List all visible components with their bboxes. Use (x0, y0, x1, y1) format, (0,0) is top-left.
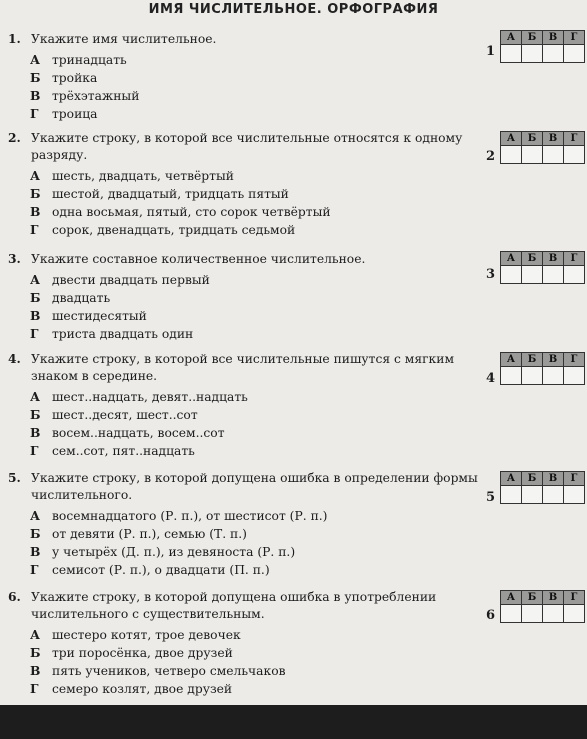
option-letter: Б (30, 526, 41, 541)
option-text: пять учеников, четверо смельчаков (52, 664, 286, 678)
option-letter: Г (30, 222, 39, 237)
answer-cell-v[interactable] (543, 605, 564, 623)
question-3 (8, 250, 478, 343)
option-letter: В (30, 544, 41, 559)
question-1 (8, 30, 478, 123)
question-5 (8, 469, 478, 579)
answer-grid (500, 471, 585, 504)
option-text: шест..десят, шест..сот (52, 408, 198, 422)
option-text: у четырёх (Д. п.), из девяноста (Р. п.) (52, 545, 296, 559)
answer-box-3 (483, 251, 587, 291)
option-g (8, 680, 478, 698)
answer-letter: В (543, 472, 564, 486)
option-letter: Б (30, 407, 41, 422)
options-list (8, 51, 478, 123)
option-letter: Г (30, 681, 39, 696)
question-4 (8, 350, 478, 460)
answer-cell-v[interactable] (543, 266, 564, 284)
answer-letter: Б (522, 132, 543, 146)
answer-cell-g[interactable] (564, 146, 585, 164)
answer-cell-a[interactable] (501, 486, 522, 504)
option-text: триста двадцать один (52, 327, 194, 341)
answer-cell-a[interactable] (501, 266, 522, 284)
answer-box-6 (483, 590, 587, 630)
option-v (8, 662, 478, 680)
question-number: 5. (8, 470, 21, 485)
option-letter: Г (30, 443, 39, 458)
option-text: семеро козлят, двое друзей (52, 682, 233, 696)
answer-cell-v[interactable] (543, 486, 564, 504)
question-text: Укажите строку, в которой допущена ошибка в определении формы числительного. (31, 471, 478, 502)
option-a (8, 51, 478, 69)
answer-box-2 (483, 131, 587, 171)
option-text: шест..надцать, девят..надцать (52, 390, 248, 404)
option-v (8, 424, 478, 442)
option-letter: А (30, 52, 41, 67)
answer-box-1 (483, 30, 587, 70)
answer-cell-b[interactable] (522, 45, 543, 63)
options-list (8, 626, 478, 698)
answer-letter: А (501, 353, 522, 367)
option-letter: В (30, 663, 41, 678)
option-v (8, 87, 478, 105)
options-list (8, 388, 478, 460)
question-6 (8, 588, 478, 698)
option-text: три поросёнка, двое друзей (52, 646, 233, 660)
answer-letter: А (501, 591, 522, 605)
option-a (8, 167, 478, 185)
answer-number: 5 (485, 490, 495, 505)
answer-box-4 (483, 352, 587, 392)
answer-number: 3 (485, 267, 495, 282)
answer-letter: В (543, 591, 564, 605)
option-v (8, 307, 478, 325)
answer-letter: А (501, 252, 522, 266)
option-letter: В (30, 88, 41, 103)
option-text: восем..надцать, восем..сот (52, 426, 225, 440)
option-letter: Г (30, 326, 39, 341)
answer-number: 6 (485, 608, 495, 623)
answer-cell-g[interactable] (564, 45, 585, 63)
option-letter: Г (30, 106, 39, 121)
question-text: Укажите имя числительное. (31, 32, 217, 46)
answer-letter: В (543, 353, 564, 367)
option-letter: Г (30, 562, 39, 577)
option-b (8, 185, 478, 203)
question-number: 1. (8, 31, 21, 46)
option-g (8, 561, 478, 579)
option-text: тройка (52, 71, 98, 85)
option-text: троица (52, 107, 98, 121)
question-number: 3. (8, 251, 21, 266)
option-b (8, 644, 478, 662)
answer-letter: В (543, 132, 564, 146)
answer-cell-v[interactable] (543, 146, 564, 164)
answer-cell-g[interactable] (564, 367, 585, 385)
options-list (8, 167, 478, 239)
answer-cell-b[interactable] (522, 486, 543, 504)
option-text: шестой, двадцатый, тридцать пятый (52, 187, 289, 201)
question-number: 2. (8, 130, 21, 145)
answer-letter: А (501, 472, 522, 486)
option-letter: Б (30, 290, 41, 305)
answer-letter: Г (564, 353, 585, 367)
answer-cell-b[interactable] (522, 146, 543, 164)
answer-cell-v[interactable] (543, 45, 564, 63)
answer-letter: А (501, 132, 522, 146)
option-g (8, 105, 478, 123)
answer-cell-a[interactable] (501, 605, 522, 623)
answer-grid (500, 30, 585, 63)
option-a (8, 271, 478, 289)
option-a (8, 626, 478, 644)
option-letter: В (30, 204, 41, 219)
option-letter: В (30, 425, 41, 440)
option-letter: А (30, 508, 41, 523)
answer-letter: Г (564, 132, 585, 146)
option-text: двести двадцать первый (52, 273, 210, 287)
answer-cell-b[interactable] (522, 367, 543, 385)
question-text: Укажите составное количественное числительное. (31, 252, 366, 266)
option-letter: А (30, 168, 41, 183)
answer-box-5 (483, 471, 587, 511)
answer-cell-a[interactable] (501, 367, 522, 385)
answer-cell-a[interactable] (501, 45, 522, 63)
answer-number: 4 (485, 371, 495, 386)
option-text: семисот (Р. п.), о двадцати (П. п.) (52, 563, 270, 577)
question-number: 6. (8, 589, 21, 604)
option-text: тринадцать (52, 53, 127, 67)
option-letter: Б (30, 70, 41, 85)
option-letter: А (30, 272, 41, 287)
option-text: сорок, двенадцать, тридцать седьмой (52, 223, 296, 237)
option-text: шестидесятый (52, 309, 147, 323)
option-v (8, 543, 478, 561)
answer-letter: Б (522, 252, 543, 266)
option-g (8, 325, 478, 343)
answer-letter: Г (564, 591, 585, 605)
option-letter: Б (30, 186, 41, 201)
option-letter: В (30, 308, 41, 323)
answer-cell-a[interactable] (501, 146, 522, 164)
question-number: 4. (8, 351, 21, 366)
page-title: ИМЯ ЧИСЛИТЕЛЬНОЕ. ОРФОГРАФИЯ (148, 2, 439, 17)
answer-letter: Б (522, 591, 543, 605)
answer-cell-v[interactable] (543, 367, 564, 385)
answer-grid (500, 590, 585, 623)
options-list (8, 507, 478, 579)
answer-letter: В (543, 252, 564, 266)
option-text: трёхэтажный (52, 89, 140, 103)
option-letter: А (30, 627, 41, 642)
option-b (8, 289, 478, 307)
answer-letter: Г (564, 252, 585, 266)
answer-letter: В (543, 31, 564, 45)
answer-letter: А (501, 31, 522, 45)
question-text: Укажите строку, в которой допущена ошибка в употреблении числительного с существительным. (31, 590, 437, 621)
answer-letter: Г (564, 472, 585, 486)
option-text: шестеро котят, трое девочек (52, 628, 241, 642)
option-text: одна восьмая, пятый, сто сорок четвёртый (52, 205, 331, 219)
option-letter: Б (30, 645, 41, 660)
question-text: Укажите строку, в которой все числительные относятся к одному разряду. (31, 131, 463, 162)
answer-cell-g[interactable] (564, 266, 585, 284)
option-text: сем..сот, пят..надцать (52, 444, 195, 458)
option-b (8, 69, 478, 87)
option-a (8, 507, 478, 525)
answer-cell-b[interactable] (522, 266, 543, 284)
answer-cell-g[interactable] (564, 605, 585, 623)
answer-cell-g[interactable] (564, 486, 585, 504)
answer-letter: Б (522, 31, 543, 45)
answer-cell-b[interactable] (522, 605, 543, 623)
options-list (8, 271, 478, 343)
answer-number: 2 (485, 149, 495, 164)
question-text: Укажите строку, в которой все числительные пишутся с мягким знаком в середине. (31, 352, 455, 383)
option-text: шесть, двадцать, четвёртый (52, 169, 234, 183)
answer-grid (500, 251, 585, 284)
answer-letter: Б (522, 353, 543, 367)
option-text: двадцать (52, 291, 111, 305)
answer-number: 1 (485, 44, 495, 59)
option-g (8, 221, 478, 239)
option-b (8, 525, 478, 543)
answer-letter: Б (522, 472, 543, 486)
answer-grid (500, 352, 585, 385)
option-letter: А (30, 389, 41, 404)
bottom-dark-band (0, 705, 587, 739)
option-b (8, 406, 478, 424)
answer-letter: Г (564, 31, 585, 45)
answer-grid (500, 131, 585, 164)
option-text: от девяти (Р. п.), семью (Т. п.) (52, 527, 247, 541)
option-v (8, 203, 478, 221)
question-2 (8, 129, 478, 239)
option-g (8, 442, 478, 460)
option-a (8, 388, 478, 406)
option-text: восемнадцатого (Р. п.), от шестисот (Р. п.) (52, 509, 328, 523)
